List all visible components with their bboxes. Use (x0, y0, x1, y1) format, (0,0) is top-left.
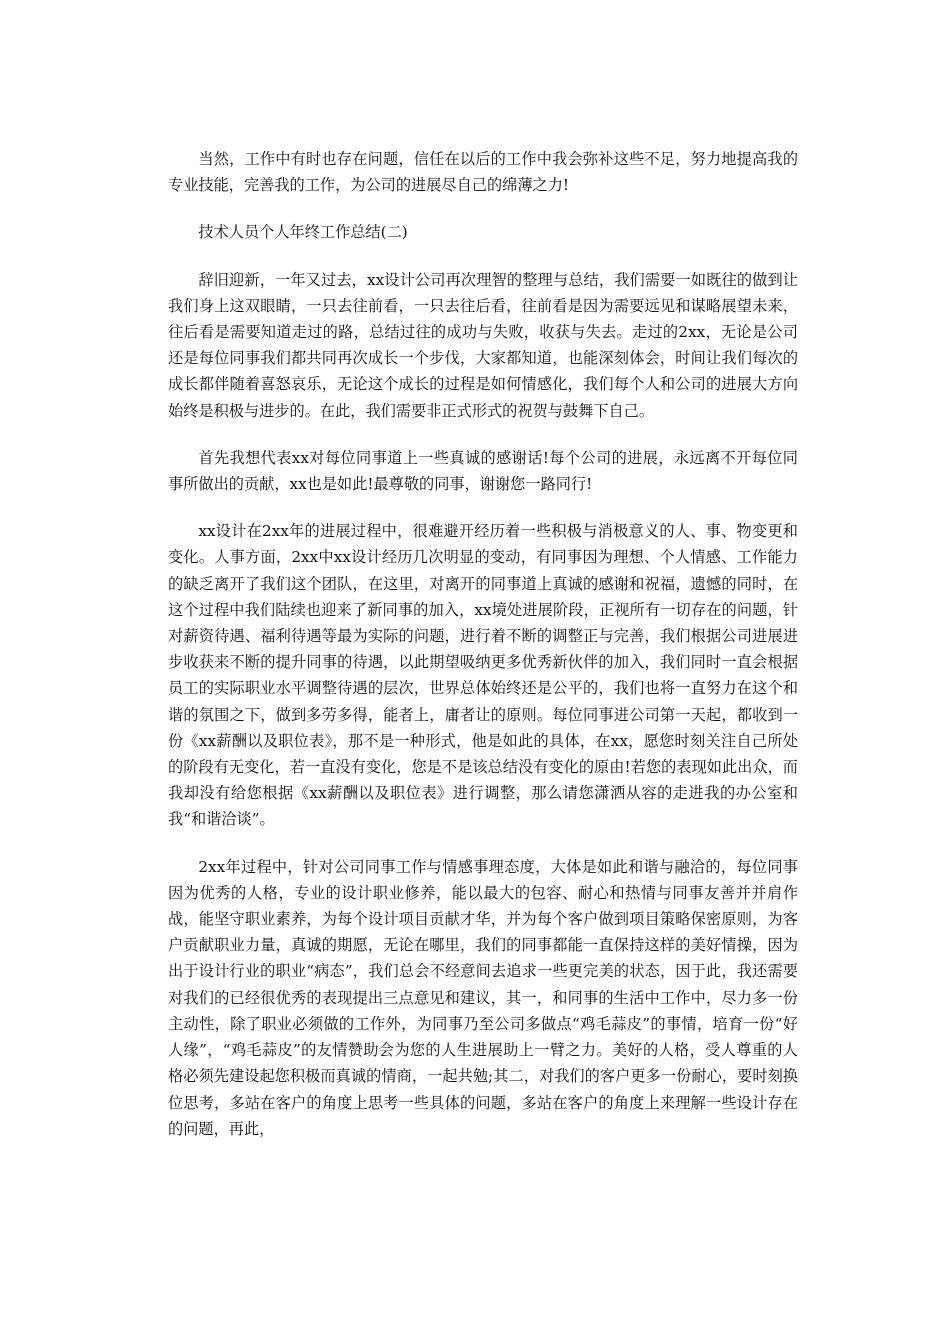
paragraph-closing: 当然，工作中有时也存在问题，信任在以后的工作中我会弥补这些不足，努力地提高我的专业技能，完善我的工作，为公司的进展尽自己的绵薄之力! (168, 150, 798, 195)
paragraph-personnel: xx设计在2xx年的进展过程中，很难避开经历着一些积极与消极意义的人、事、物变更和变化。人事方面，2xx中xx设计经历几次明显的变动，有同事因为理想、个人情感、工作能力的缺乏离开了我们这个团队，在这里，对离开的同事道上真诚的感谢和祝福，遗憾的同时，在这个过程中我们陆续也迎来了新同事的加入，xx境处进展阶段，正视所有一切存在的问题，针对薪资待遇、福利待遇等最为实际的问题，进行着不断的调整正与完善，我们根据公司进展进步收获来不断的提升同事的待遇，以此期望吸纳更多优秀新伙伴的加入，我们同时一直会根据员工的实际职业水平调整待遇的层次，世界总体始终还是公平的，我们也将一直努力在这个和谐的氛围之下，做到多劳多得，能者上，庸者让的原则。每位同事进公司第一天起，都收到一份《xx薪酬以及职位表》，那不是一种形式，他是如此的具体，在xx，愿您时刻关注自己所处的阶段有无变化，若一直没有变化，您是不是该总结没有变化的原由!若您的表现如此出众，而我却没有给您根据《xx薪酬以及职位表》进行调整，那么请您潇洒从容的走进我的办公室和我“和谐洽谈”。 (168, 522, 798, 829)
paragraph-suggestions: 2xx年过程中，针对公司同事工作与情感事理态度，大体是如此和谐与融洽的，每位同事因为优秀的人格，专业的设计职业修养，能以最大的包容、耐心和热情与同事友善并并肩作战，能坚守职业素养，为每个设计项目贡献才华，并为每个客户做到项目策略保密原则，为客户贡献职业力量，真诚的期愿，无论在哪里，我们的同事都能一直保持这样的美好情操，因为出于设计行业的职业“病态”，我们总会不经意间去追求一些更完美的状态，因于此，我还需要对我们的已经很优秀的表现提出三点意见和建议，其一，和同事的生活中工作中，尽力多一份主动性，除了职业必须做的工作外，为同事乃至公司多做点“鸡毛蒜皮”的事情，培育一份“好人缘”，“鸡毛蒜皮”的友情赞助会为您的人生进展助上一臂之力。美好的人格，受人尊重的人格必须先建设起您积极而真诚的情商，一起共勉;其二，对我们的客户更多一份耐心，要时刻换位思考，多站在客户的角度上思考一些具体的问题，多站在客户的角度上来理解一些设计存在的问题，再此， (168, 857, 798, 1138)
paragraph-intro: 辞旧迎新，一年又过去，xx设计公司再次理智的整理与总结，我们需要一如既往的做到让我们身上这双眼睛，一只去往前看，一只去往后看，往前看是因为需要远见和谋略展望未来，往后看是需要知道走过的路，总结过往的成功与失败，收获与失去。走过的2xx，无论是公司还是每位同事我们都共同再次成长一个步伐，大家都知道，也能深刻体会，时间让我们每次的成长都伴随着喜怒哀乐，无论这个成长的过程是如何情感化，我们每个人和公司的进展大方向始终是积极与进步的。在此，我们需要非正式形式的祝贺与鼓舞下自己。 (168, 270, 798, 420)
paragraph-thanks: 首先我想代表xx对每位同事道上一些真诚的感谢话!每个公司的进展，永远离不开每位同事所做出的贡献，xx也是如此!最尊敬的同事，谢谢您一路同行! (168, 448, 798, 494)
section-heading: 技术人员个人年终工作总结(二) (198, 223, 408, 242)
document-body (168, 146, 798, 1163)
